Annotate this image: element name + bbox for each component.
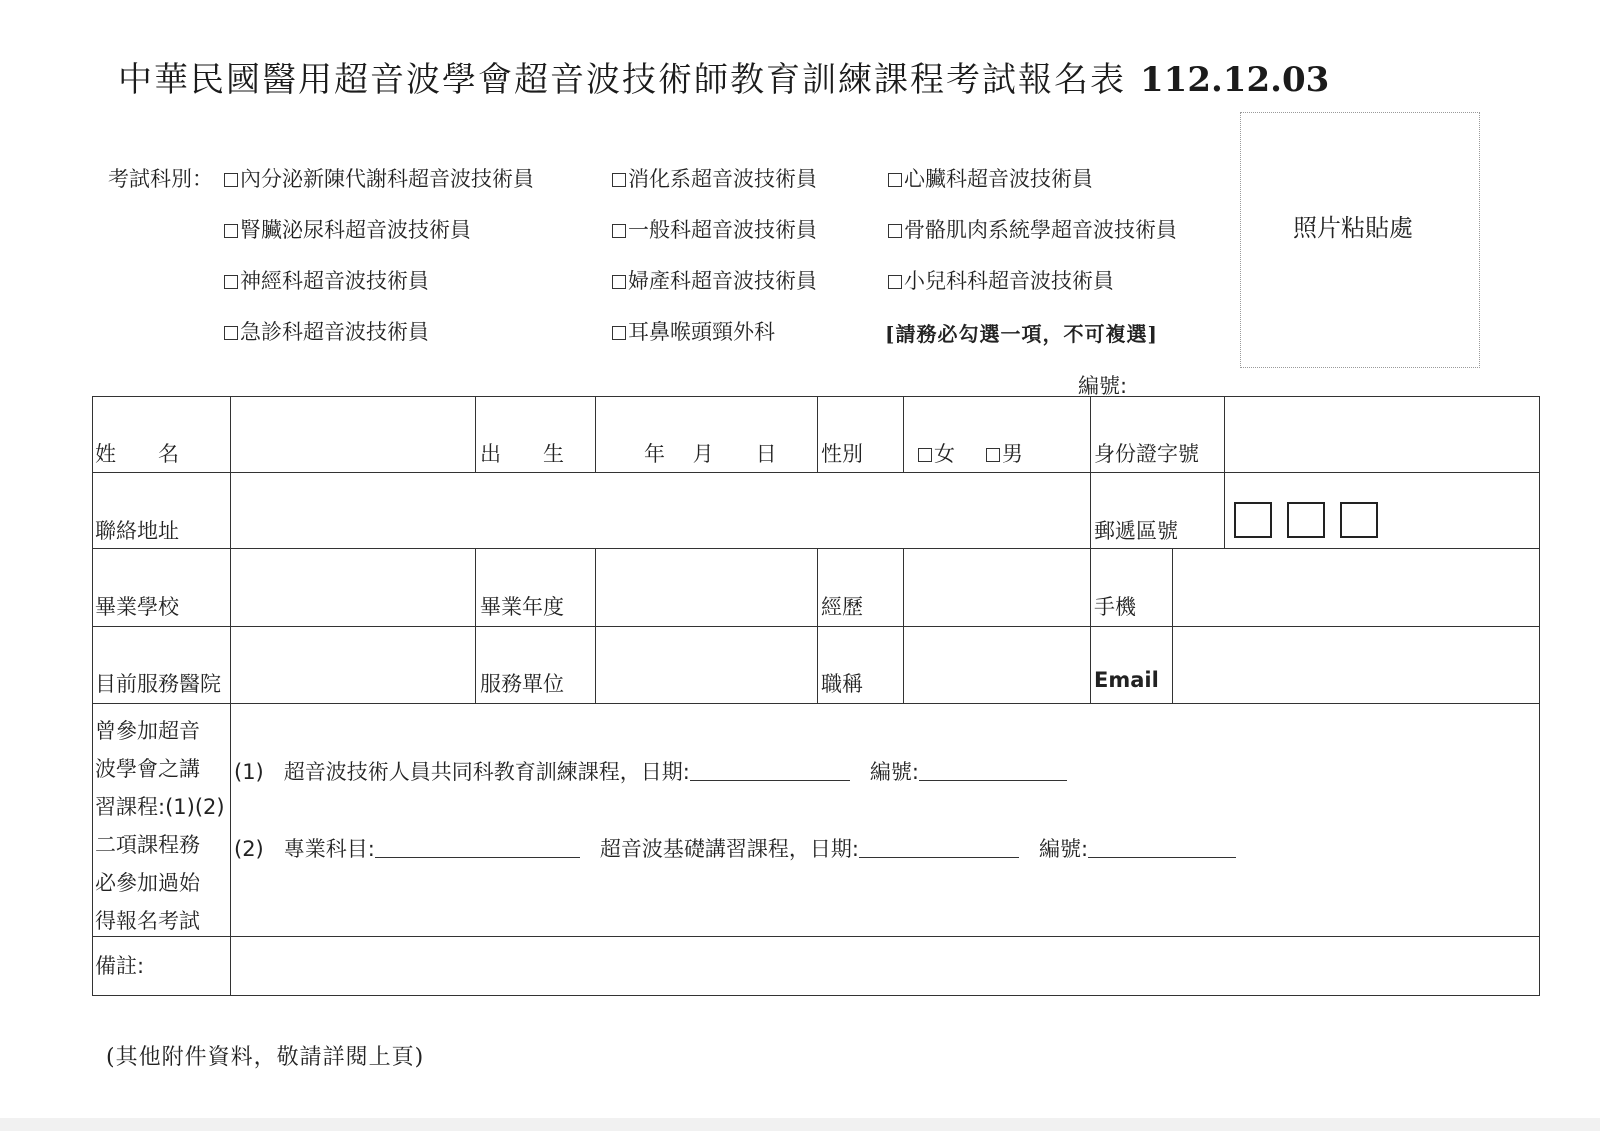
label-zip: 郵遞區號 bbox=[1094, 519, 1178, 543]
row-divider bbox=[92, 472, 1540, 473]
col-divider bbox=[1224, 396, 1225, 548]
photo-label: 照片粘貼處 bbox=[1293, 214, 1413, 242]
col-divider bbox=[1090, 396, 1091, 703]
checkbox-icon[interactable] bbox=[224, 173, 238, 187]
checkbox-icon[interactable] bbox=[224, 224, 238, 238]
selection-note: [請務必勾選一項，不可複選] bbox=[885, 322, 1158, 346]
photo-box bbox=[1240, 112, 1480, 368]
col-divider bbox=[1172, 548, 1173, 703]
label-id-number: 身份證字號 bbox=[1094, 442, 1199, 466]
label-sex: 性別 bbox=[821, 442, 863, 466]
title-text: 中華民國醫用超音波學會超音波技術師教育訓練課程考試報名表 bbox=[118, 60, 1126, 100]
subject-option-general[interactable]: 一般科超音波技術員 bbox=[612, 214, 817, 244]
col-divider bbox=[595, 548, 596, 703]
subject-option-ent[interactable]: 耳鼻喉頭頸外科 bbox=[612, 316, 775, 346]
label-hospital: 目前服務醫院 bbox=[95, 672, 221, 696]
col-divider bbox=[475, 396, 476, 472]
zip-digit-box[interactable] bbox=[1287, 502, 1325, 538]
subject-option-neuro[interactable]: 神經科超音波技術員 bbox=[224, 265, 429, 295]
label-remarks: 備註: bbox=[95, 954, 145, 978]
checkbox-icon[interactable] bbox=[612, 275, 626, 289]
zip-digit-box[interactable] bbox=[1340, 502, 1378, 538]
sex-male-option[interactable]: 男 bbox=[986, 438, 1023, 468]
subject-option-nephro-urology[interactable]: 腎臟泌尿科超音波技術員 bbox=[224, 214, 471, 244]
page-title bbox=[118, 52, 1329, 101]
col-divider bbox=[903, 396, 904, 472]
subject-option-emergency[interactable]: 急診科超音波技術員 bbox=[224, 316, 429, 346]
label-unit: 服務單位 bbox=[480, 672, 564, 696]
checkbox-icon[interactable] bbox=[888, 224, 902, 238]
label-address: 聯絡地址 bbox=[95, 519, 179, 543]
subject-option-obgyn[interactable]: 婦產科超音波技術員 bbox=[612, 265, 817, 295]
label-email: Email bbox=[1094, 668, 1159, 692]
course-2-date-field[interactable] bbox=[859, 839, 1019, 858]
label-school: 畢業學校 bbox=[95, 595, 179, 619]
checkbox-icon[interactable] bbox=[612, 326, 626, 340]
label-mobile: 手機 bbox=[1094, 595, 1136, 619]
subject-option-digestive[interactable]: 消化系超音波技術員 bbox=[612, 163, 817, 193]
course-2-subject-field[interactable] bbox=[375, 839, 580, 858]
row-divider bbox=[92, 703, 1540, 704]
course-2-line: (2) 專業科目: 超音波基礎講習課程，日期: 編號: bbox=[234, 833, 1236, 863]
label-grad-year: 畢業年度 bbox=[480, 595, 564, 619]
row-divider bbox=[92, 548, 1540, 549]
col-divider bbox=[817, 548, 818, 703]
col-divider bbox=[475, 548, 476, 703]
registration-form bbox=[92, 396, 1540, 996]
birth-date-fields: 年 月 日 bbox=[644, 442, 777, 466]
row-divider bbox=[92, 936, 1540, 937]
checkbox-icon[interactable] bbox=[888, 173, 902, 187]
course-requirement-label: 曾參加超音 波學會之講 習課程:(1)(2) 二項課程務 必參加過始 得報名考試 bbox=[95, 719, 225, 933]
subject-option-cardiac[interactable]: 心臟科超音波技術員 bbox=[888, 163, 1093, 193]
label-job-title: 職稱 bbox=[821, 672, 863, 696]
checkbox-icon[interactable] bbox=[986, 448, 1000, 462]
course-1-serial-field[interactable] bbox=[919, 762, 1067, 781]
checkbox-icon[interactable] bbox=[918, 448, 932, 462]
col-divider bbox=[903, 548, 904, 703]
checkbox-icon[interactable] bbox=[224, 275, 238, 289]
sex-female-option[interactable]: 女 bbox=[918, 438, 955, 468]
label-name: 姓 名 bbox=[95, 442, 179, 466]
subject-option-endocrine[interactable]: 內分泌新陳代謝科超音波技術員 bbox=[224, 163, 534, 193]
col-divider bbox=[595, 396, 596, 472]
course-1-line: (1) 超音波技術人員共同科教育訓練課程，日期: 編號: bbox=[234, 756, 1067, 786]
col-divider bbox=[817, 396, 818, 472]
course-2-serial-field[interactable] bbox=[1088, 839, 1236, 858]
checkbox-icon[interactable] bbox=[612, 173, 626, 187]
label-birth: 出 生 bbox=[480, 442, 564, 466]
col-divider bbox=[230, 396, 231, 996]
subject-option-musculoskeletal[interactable]: 骨骼肌肉系統學超音波技術員 bbox=[888, 214, 1177, 244]
exam-subject-label: 考試科別： bbox=[108, 167, 213, 191]
serial-label: 編號: bbox=[1078, 374, 1128, 398]
course-1-date-field[interactable] bbox=[690, 762, 850, 781]
zip-digit-box[interactable] bbox=[1234, 502, 1272, 538]
subject-option-pediatric[interactable]: 小兒科科超音波技術員 bbox=[888, 265, 1114, 295]
scan-edge bbox=[0, 1118, 1600, 1131]
checkbox-icon[interactable] bbox=[888, 275, 902, 289]
label-experience: 經歷 bbox=[821, 595, 863, 619]
footer-note: (其他附件資料，敬請詳閱上頁) bbox=[106, 1045, 425, 1070]
row-divider bbox=[92, 626, 1540, 627]
checkbox-icon[interactable] bbox=[224, 326, 238, 340]
title-date: 112.12.03 bbox=[1140, 60, 1330, 100]
checkbox-icon[interactable] bbox=[612, 224, 626, 238]
